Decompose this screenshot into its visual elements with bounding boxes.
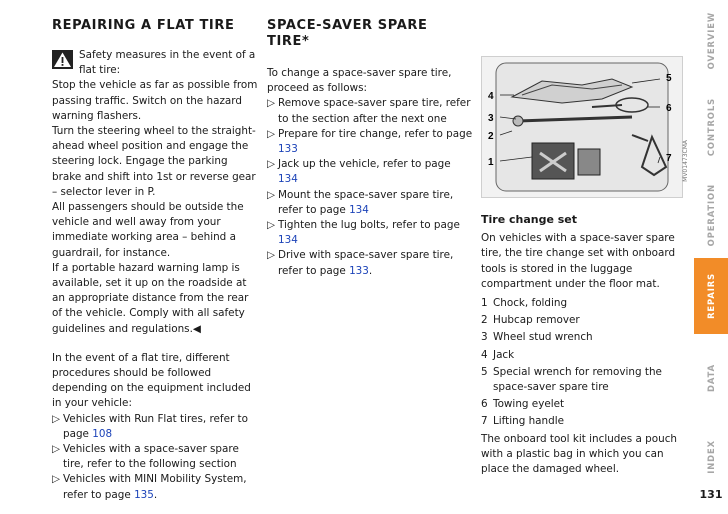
column-tire-change-set — [481, 212, 687, 477]
bullet-text: Tighten the lug bolts, refer to page — [278, 219, 460, 232]
paragraph: Stop the vehicle as far as possible from passing traffic. Switch on the hazard warning flashers. — [52, 79, 258, 122]
item-text: Hubcap remover — [493, 314, 580, 327]
bullet-item: ▷ Vehicles with MINI Mobility System, refer to page 135. — [52, 473, 247, 501]
paragraph: The onboard tool kit includes a pouch with a plastic bag in which you can place the damaged wheel. — [481, 432, 678, 476]
list-item — [481, 348, 687, 363]
bullet-arrow-icon: ▷ — [267, 188, 275, 201]
item-number: 3 — [481, 331, 488, 344]
section-heading: REPAIRING A FLAT TIRE — [52, 18, 235, 33]
callout-4: 4 — [488, 91, 494, 102]
item-text: Special wrench for removing the space-saver spare tire — [493, 365, 662, 394]
bullet-text: Vehicles with MINI Mobility System, refer to page — [63, 473, 247, 501]
tab-data[interactable]: DATA — [706, 364, 716, 392]
page-link[interactable]: 108 — [92, 427, 113, 440]
column-space-saver — [267, 18, 473, 279]
bullet-item — [52, 442, 258, 472]
callout-2: 2 — [488, 131, 494, 142]
bullet-arrow-icon: ▷ — [52, 412, 60, 425]
bullet-item: ▷ Drive with space-saver spare tire, refer to page 133. — [267, 249, 454, 277]
list-item — [481, 313, 687, 328]
callout-1: 1 — [488, 157, 494, 168]
bullet-text: Mount the space-saver spare tire, refer to page — [278, 188, 454, 216]
subheading: Tire change set — [481, 213, 578, 226]
item-number: 1 — [481, 297, 488, 310]
bullet-text: Remove space-saver spare tire, refer to the section after the next one — [278, 97, 471, 125]
paragraph: If a portable hazard warning lamp is available, set it up on the roadside at an appropriate distance from the rear of the vehicle. Comply with all safety guidelines and regulations.◀ — [52, 261, 249, 335]
bullet-arrow-icon: ▷ — [267, 127, 275, 140]
item-text: Towing eyelet — [493, 398, 565, 411]
paragraph: On vehicles with a space-saver spare tire, the tire change set with onboard tools is stored in the luggage compartment under the floor mat. — [481, 232, 676, 290]
tab-index[interactable]: INDEX — [706, 440, 716, 474]
list-item — [481, 414, 687, 429]
bullet-text: Vehicles with Run Flat tires, refer to page — [63, 412, 248, 440]
bullet-arrow-icon: ▷ — [52, 473, 60, 486]
paragraph: In the event of a flat tire, different procedures should be followed depending on the equipment included in your vehicle: — [52, 351, 251, 410]
tab-repairs[interactable]: REPAIRS — [694, 258, 728, 334]
list-item — [481, 296, 687, 311]
warning-text: Safety measures in the event of a flat tire: — [79, 49, 256, 77]
end-marker-icon: ◀ — [192, 322, 201, 335]
list-item — [481, 365, 687, 395]
tab-overview[interactable]: OVERVIEW — [706, 12, 716, 70]
item-number: 5 — [481, 365, 488, 378]
section-heading: SPACE-SAVER SPARE TIRE* — [267, 18, 428, 49]
item-text: Jack — [493, 348, 515, 361]
callout-6: 6 — [666, 103, 672, 114]
list-item — [481, 397, 687, 412]
page-link[interactable]: 133 — [278, 143, 298, 156]
bullet-arrow-icon: ▷ — [267, 249, 275, 262]
callout-5: 5 — [666, 73, 672, 84]
tab-controls[interactable]: CONTROLS — [706, 97, 716, 157]
tire-change-set-figure — [481, 56, 683, 198]
callout-7: 7 — [666, 153, 672, 164]
bullet-item — [52, 412, 258, 442]
page-link[interactable]: 134 — [278, 173, 298, 186]
item-text: Wheel stud wrench — [493, 331, 593, 344]
item-number: 7 — [481, 415, 488, 428]
page-link[interactable]: 134 — [278, 234, 298, 247]
bullet-arrow-icon: ▷ — [267, 97, 275, 110]
bullet-arrow-icon: ▷ — [52, 443, 60, 456]
item-number: 6 — [481, 398, 488, 411]
bullet-text: Vehicles with a space-saver spare tire, refer to the following section — [63, 443, 239, 471]
warning-block — [52, 48, 258, 78]
chapter-sidebar — [694, 0, 728, 514]
tab-operation[interactable]: OPERATION — [706, 183, 716, 247]
list-item — [481, 330, 687, 345]
numbered-list — [481, 296, 687, 430]
figure-code: MV01473CMA — [682, 140, 689, 182]
paragraph: Turn the steering wheel to the straight-ahead wheel position and engage the steering lock. Engage the parking brake and shift into 1st or reverse gear – selector lever in P. — [52, 125, 256, 198]
bullet-arrow-icon: ▷ — [267, 158, 275, 171]
item-number: 2 — [481, 314, 488, 327]
bullet-arrow-icon: ▷ — [267, 219, 275, 232]
page-link[interactable]: 133 — [349, 264, 369, 277]
page-number: 131 — [699, 488, 723, 501]
warning-triangle-icon — [52, 50, 73, 69]
tool-kit-illustration — [482, 57, 682, 197]
bullet-list — [267, 96, 473, 278]
bullet-item — [267, 96, 473, 126]
bullet-text: Drive with space-saver spare tire, refer to page — [278, 249, 454, 277]
callout-3: 3 — [488, 113, 494, 124]
item-text: Lifting handle — [493, 415, 565, 428]
bullet-item — [267, 188, 473, 218]
bullet-item — [267, 127, 473, 157]
bullet-text: Prepare for tire change, refer to page — [278, 127, 473, 140]
bullet-list — [52, 412, 258, 503]
bullet-item — [267, 218, 473, 248]
paragraph: To change a space-saver spare tire, proceed as follows: — [267, 67, 452, 95]
item-text: Chock, folding — [493, 297, 568, 310]
item-number: 4 — [481, 348, 488, 361]
page-link[interactable]: 135 — [134, 488, 154, 501]
bullet-text: Jack up the vehicle, refer to page — [278, 158, 451, 171]
bullet-item — [267, 157, 473, 187]
column-repairing-flat-tire — [52, 18, 258, 503]
paragraph: All passengers should be outside the vehicle and well away from your immediate working area – behind a guardrail, for instance. — [52, 201, 244, 259]
page-link[interactable]: 134 — [349, 203, 369, 216]
